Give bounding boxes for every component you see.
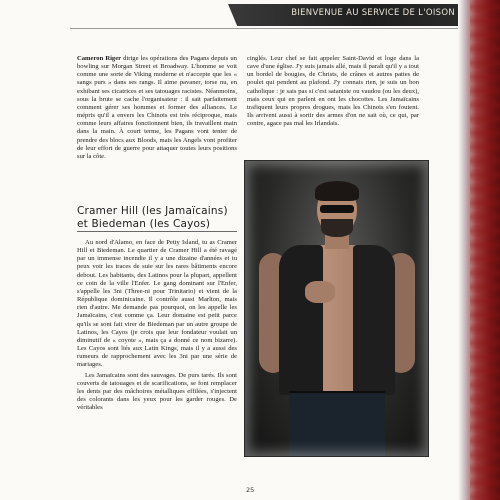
column-right-top	[247, 55, 419, 130]
red-page-texture	[470, 0, 500, 500]
column-left-top	[77, 55, 237, 163]
paragraph	[247, 55, 419, 128]
paragraph-lead: Cameron Riger	[77, 55, 122, 62]
paragraph	[77, 372, 237, 413]
paragraph-text: Au nord d'Alamo, en face de Petty Island, tu as Cramer Hill et Biedeman. Le quartier de Cramer Hill a été ravagé par un immense incendie il y a une dizaine d'années et tu peux voir les traces de suie sur les rares bâtiments encore debout. Les habitants, des Latinos pour la plupart, appellent ce coin de la ville l'Enfer. Le gang dominant sur l'Enfer, s'appelle les 3ni (Three-ni pour Trinitario) et vient de la République dominicaine. Il contrôle aussi Marlton, mais rien d'autre. Me demande pas pourquoi, on les appelle les Jamaïcains, c'est comme ça. Leur domaine est petit parce qu'ils se sont fait virer de Biedeman par un autre groupe de Latinos, les Cayos (je crois que leur fondateur voulait un diminutif de « coyote », mais ça a donné ce nom bizarre). Les Cayos sont liés aux Latin Kings, mais il y a aussi des rumeurs de rapprochement avec les 3ni par une série de mariages.	[77, 239, 237, 369]
paragraph-text: dirige les opérations des Pagans depuis un bowling sur Morgan Street et Broadway. L'homme se voit comme une sorte de Viking moderne et n'accepte que les « sangs purs » dans ses rangs. Il aime pavaner, torse nu, en exhibant ses cicatrices et ses tatouages racistes. Néanmoins, sous la brute se cache l'organisateur : il sait parfaitement comment gérer ses hommes et former des alliances. Le mépris qu'il a envers les Chinois est très réciproque, mais comme leurs affaires fonctionnent bien, ils travaillent main dans la main. À court terme, les Pagans vont tenter de prendre des blocs aux Bloods, mais les Angels vont profiter de leur effort de guerre pour attaquer toutes leurs positions sur la côte.	[77, 55, 237, 160]
section-title-line1: Cramer Hill (les Jamaïcains)	[77, 205, 228, 217]
paragraph-text: cinglés. Leur chef se fait appeler Saint-David et loge dans la cave d'une église. J'y suis jamais allé, mais il paraît qu'il y a tout un bordel de bougies, de Christs, de crânes et autres pattes de poulet qui pendent au plafond. J'y connais rien, je suis un bon catholique : je sais pas si c'est sataniste ou vaudou (ou les deux), mais ceux qui en parlent en ont les chocottes. Les Jamaïcains trafiquent leurs propres drogues, mais les Chinois s'en foutent. Ils arrivent aussi à sortir des armes d'on ne sait où, ce qui, par contre, agace pas mal les Irlandais.	[247, 55, 419, 128]
section-title-line2: et Biedeman (les Cayos)	[77, 218, 211, 230]
paragraph	[77, 55, 237, 161]
column-left-bottom	[77, 239, 237, 414]
photo-vignette	[245, 161, 428, 456]
page-number: 25	[246, 486, 255, 494]
paragraph	[77, 239, 237, 370]
header-title: BIENVENUE AU SERVICE DE L'OISON	[291, 8, 455, 18]
tattooed-man-photo	[244, 160, 429, 457]
section-title	[77, 205, 239, 231]
paragraph-text: Les Jamaïcains sont des sauvages. De purs tarés. Ils sont couverts de tatouages et de scarifications, se font remplacer les dents par des mâchoires métalliques effilées, s'injectent des colorants dans les yeux pour les garder rouges. De véritables	[77, 371, 237, 412]
header-rule	[70, 28, 458, 29]
section-rule	[77, 231, 237, 232]
